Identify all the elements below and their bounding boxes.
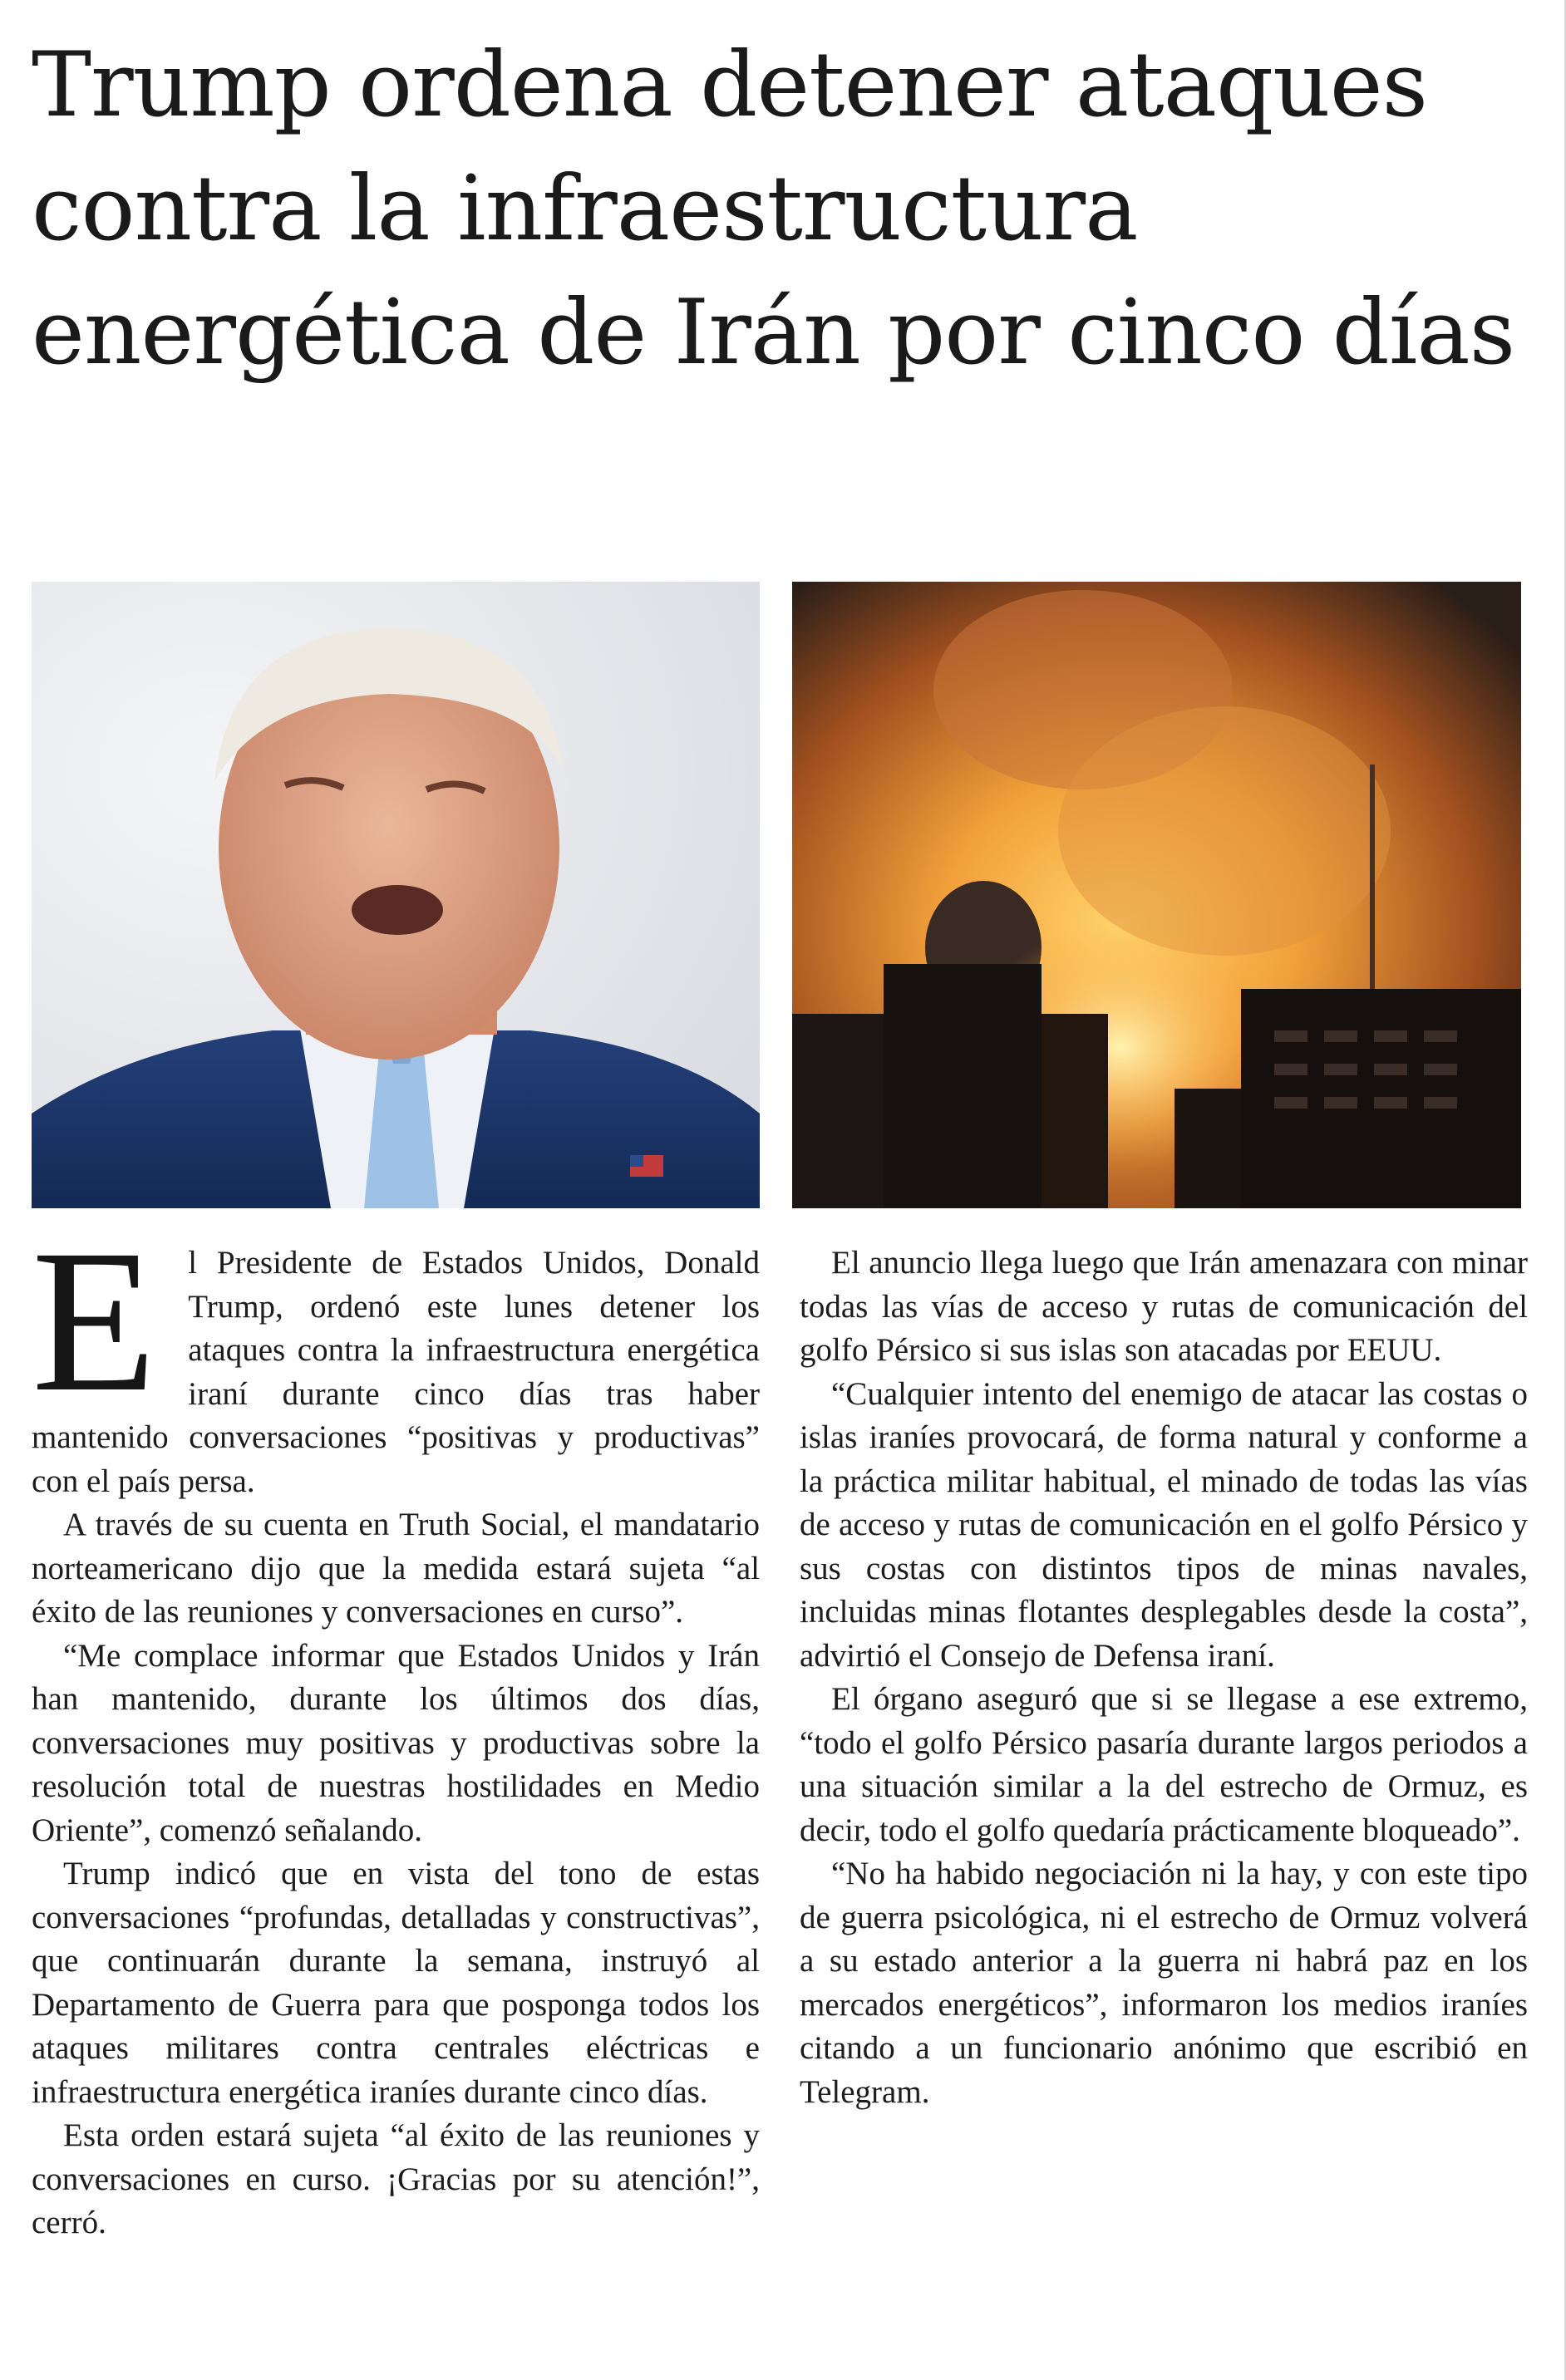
body-paragraph: El órgano aseguró que si se llegase a ese extremo, “todo el golfo Pérsico pasaría durante largos periodos a una situación similar a la del estrecho de Ormuz, es decir, todo el golfo quedaría prácticamente bloqueado”.	[800, 1681, 1528, 1848]
trump-portrait-photo	[32, 582, 760, 1208]
body-paragraph: A través de su cuenta en Truth Social, el mandatario norteamericano dijo que la medida estará sujeta “al éxito de las reuniones y conversaciones en curso”.	[32, 1507, 760, 1630]
lead-paragraph	[32, 1208, 760, 1503]
article-column-right	[800, 1242, 1528, 2114]
body-paragraph: “Cualquier intento del enemigo de atacar las costas o islas iraníes provocará, de forma natural y conforme a la práctica militar habitual, el minado de todas las vías de acceso y rutas de comunicación en el golfo Pérsico y sus costas con distintos tipos de minas navales, incluidas minas flotantes desplegables desde la costa”, advirtió el Consejo de Defensa iraní.	[800, 1375, 1528, 1674]
body-paragraph: Esta orden estará sujeta “al éxito de las reuniones y conversaciones en curso. ¡Gracias por su atención!”, cerró.	[32, 2117, 760, 2240]
article-headline: Trump ordena detener ataques contra la infraestructura energética de Irán por cinco días	[32, 33, 1515, 385]
body-paragraph: El anuncio llega luego que Irán amenazara con minar todas las vías de acceso y rutas de comunicación del golfo Pérsico si sus islas son atacadas por EEUU.	[800, 1245, 1528, 1368]
explosion-fire-photo	[792, 582, 1521, 1208]
article-column-left	[32, 1208, 760, 2245]
body-paragraph: “No ha habido negociación ni la hay, y con este tipo de guerra psicológica, ni el estrecho de Ormuz volverá a su estado anterior a la guerra ni habrá paz en los mercados energéticos”, informaron los medios iraníes citando a un funcionario anónimo que escribió en Telegram.	[800, 1856, 1528, 2110]
body-paragraph: Trump indicó que en vista del tono de estas conversaciones “profundas, detalladas y constructivas”, que continuarán durante la semana, instruyó al Departamento de Guerra para que posponga todos los ataques militares contra centrales eléctricas e infraestructura energética iraníes durante cinco días.	[32, 1856, 760, 2110]
lead-text: l Presidente de Estados Unidos, Donald Trump, ordenó este lunes detener los ataques contra la infraestructura energética iraní durante cinco días tras haber mantenido conversaciones “positivas y productivas” con el país persa.	[32, 1245, 760, 1499]
drop-cap: E	[32, 1208, 157, 1434]
body-paragraph: “Me complace informar que Estados Unidos y Irán han mantenido, durante los últimos dos días, conversaciones muy positivas y productivas sobre la resolución total de nuestras hostilidades en Medio Oriente”, comenzó señalando.	[32, 1637, 760, 1848]
